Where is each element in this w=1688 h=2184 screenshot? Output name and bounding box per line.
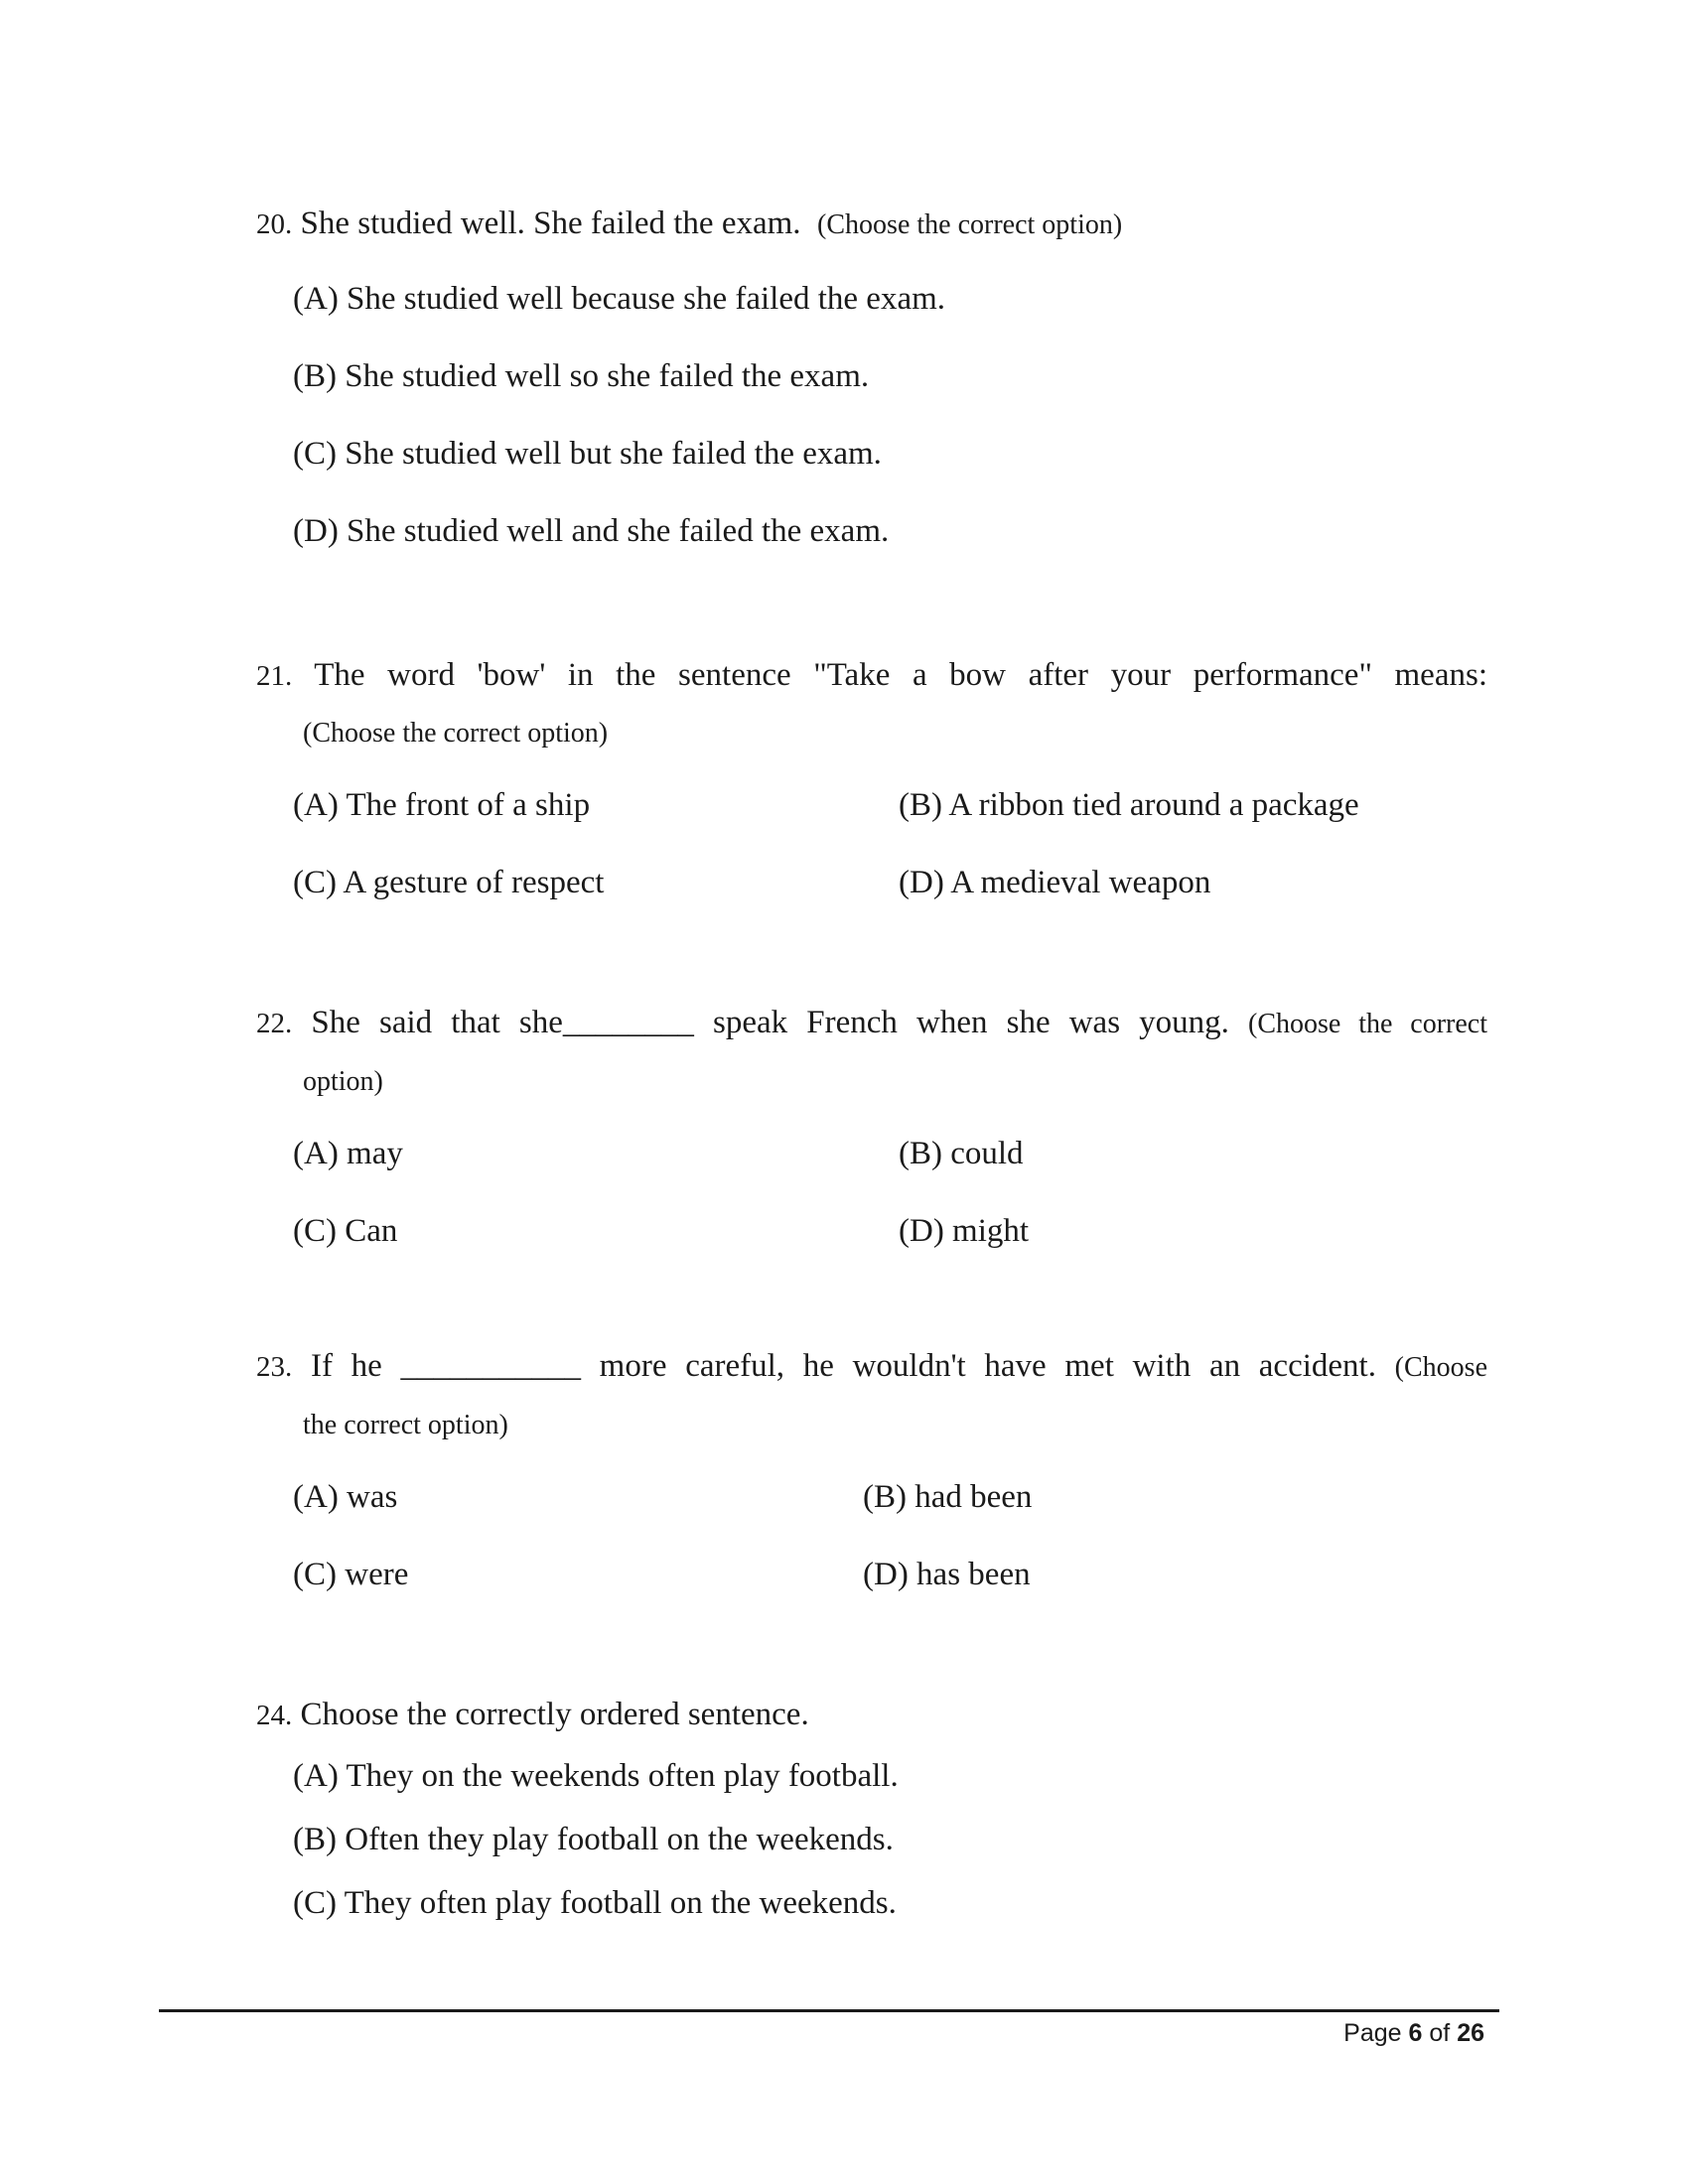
question-stem [256, 1686, 1487, 1744]
question-number: 22. [256, 1008, 293, 1039]
option-row [293, 415, 1487, 492]
question-text-after: more careful, he wouldn't have met with an accident. [580, 1348, 1376, 1384]
option-row [293, 260, 1487, 338]
option-c: (C) They often play football on the weekends. [293, 1884, 897, 1921]
option-d: (D) might [899, 1212, 1030, 1249]
question-hint: (Choose the correct option) [817, 209, 1123, 240]
option-b: (B) could [899, 1135, 1024, 1171]
question-hint-continued: option) [303, 1066, 383, 1097]
option-b: (B) had been [863, 1478, 1033, 1515]
options-list [256, 1115, 1487, 1270]
option-c: (C) Can [293, 1212, 398, 1249]
option-row [293, 1744, 1487, 1808]
option-b: (B) A ribbon tied around a package [899, 786, 1359, 823]
option-row [293, 1192, 1487, 1270]
option-d: (D) has been [863, 1556, 1031, 1592]
option-c: (C) A gesture of respect [293, 864, 605, 900]
option-row [293, 766, 1487, 844]
option-row [293, 1808, 1487, 1871]
total-pages: 26 [1457, 2019, 1484, 2047]
question-stem [256, 1337, 1487, 1397]
question-number: 20. [256, 208, 293, 240]
options-list [256, 260, 1487, 570]
option-row [293, 1115, 1487, 1192]
of-label: of [1429, 2019, 1451, 2047]
question-hint-continued: the correct option) [303, 1410, 508, 1440]
option-a: (A) They on the weekends often play football. [293, 1757, 899, 1794]
question-text-after: speak French when she was young. [693, 1005, 1229, 1040]
question-hint: (Choose [1394, 1352, 1487, 1383]
option-row [293, 1871, 1487, 1935]
question-number: 21. [256, 660, 293, 692]
question-21 [256, 646, 1487, 921]
answer-blank: ___________ [400, 1348, 581, 1384]
question-stem [256, 195, 1487, 254]
option-c: (C) She studied well but she failed the exam. [293, 435, 882, 472]
question-number: 24. [256, 1700, 293, 1731]
question-24 [256, 1686, 1487, 1935]
question-text: The word 'bow' in the sentence "Take a bow after your performance" means: [314, 657, 1487, 693]
question-text: Choose the correctly ordered sentence. [300, 1697, 809, 1732]
question-stem [256, 994, 1487, 1053]
question-20 [256, 195, 1487, 570]
question-hint: (Choose the correct option) [303, 718, 609, 749]
options-list [256, 1744, 1487, 1935]
option-row [293, 1536, 1487, 1613]
question-23 [256, 1337, 1487, 1613]
option-c: (C) were [293, 1556, 409, 1592]
question-text-before: She said that she [311, 1005, 563, 1040]
option-row [293, 338, 1487, 415]
question-number: 23. [256, 1351, 293, 1383]
option-row [293, 844, 1487, 921]
options-list [256, 766, 1487, 921]
option-row [293, 492, 1487, 570]
option-a: (A) may [293, 1135, 403, 1171]
page-footer [1343, 2019, 1484, 2048]
option-d: (D) A medieval weapon [899, 864, 1211, 900]
option-b: (B) She studied well so she failed the exam. [293, 357, 870, 394]
options-list [256, 1458, 1487, 1613]
question-text-before: If he [310, 1348, 401, 1384]
question-stem [256, 646, 1487, 705]
option-a: (A) was [293, 1478, 398, 1515]
option-a: (A) The front of a ship [293, 786, 591, 823]
option-row [293, 1458, 1487, 1536]
current-page: 6 [1408, 2019, 1423, 2047]
question-hint: (Choose the correct [1248, 1009, 1488, 1039]
footer-divider [159, 2009, 1499, 2012]
option-b: (B) Often they play football on the weekends. [293, 1821, 894, 1857]
question-text: She studied well. She failed the exam. [300, 205, 801, 241]
answer-blank: ________ [562, 1005, 694, 1040]
option-a: (A) She studied well because she failed the exam. [293, 280, 946, 317]
page-label: Page [1343, 2019, 1402, 2047]
question-22 [256, 994, 1487, 1270]
option-d: (D) She studied well and she failed the exam. [293, 512, 890, 549]
